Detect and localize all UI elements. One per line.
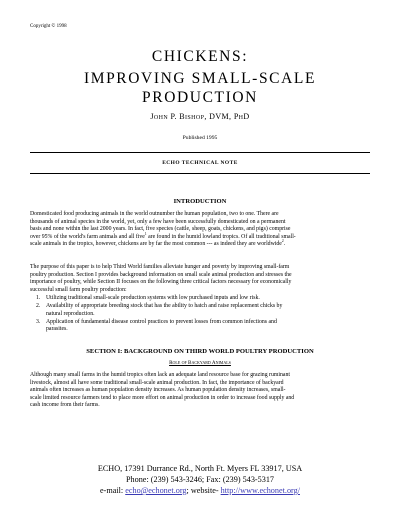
list-item-number: 2. <box>36 303 41 309</box>
footer-phone: Phone: (239) 543-3246; Fax: (239) 543-5317 <box>125 475 275 484</box>
introduction-heading: INTRODUCTION <box>173 198 227 205</box>
list-item-continuation: natural reproduction. <box>46 310 95 317</box>
section-1-subheading: Role of Backyard Animals <box>169 360 231 366</box>
text-line: successful small farm poultry production: <box>30 286 127 293</box>
email-label: e-mail: <box>100 486 126 495</box>
text-line: animals often increases as human population density increases. As human population density increases, small- <box>30 387 286 394</box>
text-line: thousands of animal species in the world, yet, only a few have been successfully domesticated on a permanent <box>30 218 286 225</box>
list-item-number: 3. <box>36 318 41 325</box>
title-line-1: CHICKENS: <box>151 48 249 65</box>
text-line: scale limited resource farmers tend to place more effort on animal production in order to increase food supply and <box>30 394 295 401</box>
copyright-notice: Copyright © 1998 <box>30 24 67 29</box>
title-line-3: PRODUCTION <box>142 89 258 106</box>
section-1-paragraph <box>30 372 372 410</box>
intro-paragraph-1 <box>30 211 372 249</box>
text-line: Domesticated food producing animals in the world outnumber the human population, two to one. There are <box>30 211 279 217</box>
footnote-ref-1: 1 <box>144 231 147 236</box>
divider-top <box>30 152 370 153</box>
intro-paragraph-2 <box>30 264 372 294</box>
technical-note-label: ECHO TECHNICAL NOTE <box>162 160 238 166</box>
title-line-2: IMPROVING SMALL-SCALE <box>83 70 317 87</box>
list-item-continuation: parasites. <box>46 326 68 332</box>
section-1-heading: SECTION I: BACKGROUND ON THIRD WORLD POULTRY PRODUCTION <box>86 348 314 355</box>
published-date: Published 1995 <box>182 135 218 141</box>
email-link[interactable]: echo@echonet.org <box>125 486 187 495</box>
footnote-ref-2: 2 <box>281 239 284 244</box>
list-item: Utilizing traditional small-scale production systems with low purchased inputs and low risk. <box>46 295 260 301</box>
text-line: importance of poultry, while Section II focuses on the following three critical factors necessary for economically <box>30 279 292 286</box>
footer-address: ECHO, 17391 Durrance Rd., North Ft. Myers FL 33917, USA <box>97 464 303 473</box>
divider-bottom <box>30 173 370 174</box>
text-span: over 95% of the world's farm animals and all five <box>30 233 145 240</box>
list-item: Availability of appropriate breeding stock that has the ability to hatch and raise replacement chicks by <box>46 303 283 309</box>
list-item: Application of fundamental disease control practices to prevent losses from common infections and <box>46 318 277 325</box>
text-line: basis and none within the last 2000 years. In fact, five species (cattle, sheep, goats, chickens, and pigs) comprise <box>30 226 291 233</box>
text-span: are found in the humid lowland tropics. Of all traditional small- <box>146 233 296 240</box>
website-label: ; website- <box>186 486 221 495</box>
list-item-number: 1. <box>36 295 41 301</box>
footer-contact <box>0 485 400 496</box>
text-line: The purpose of this paper is to help Third World families alleviate hunger and poverty by improving small-farm <box>30 264 290 270</box>
text-line: cash income from their farms. <box>30 402 100 409</box>
text-line: poultry production. Section I provides background information on small scale animal production and stresses the <box>30 271 292 278</box>
author: John P. Bishop, DVM, PhD <box>150 112 250 121</box>
website-link[interactable]: http://www.echonet.org/ <box>220 486 300 495</box>
text-line <box>30 241 372 249</box>
text-span: scale animals in the tropics, however, chickens are by far the most common --- as indeed they are worldwide <box>30 241 282 248</box>
text-span: . <box>283 241 286 248</box>
text-line: livestock, almost all have some traditional small-scale animal production. In fact, the importance of backyard <box>30 379 284 386</box>
text-line: Although many small farms in the humid tropics often lack an adequate land resource base for grazing ruminant <box>30 372 290 378</box>
